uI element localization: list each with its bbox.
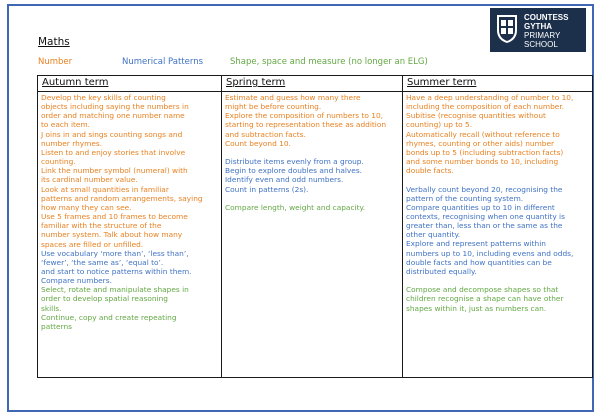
school-logo (490, 8, 586, 52)
curriculum-line: Use 5 frames and 10 frames to become (41, 212, 188, 222)
curriculum-line: bonds up to 5 (including subtraction facts) (406, 147, 564, 157)
curriculum-line: Verbally count beyond 20, recognising the (406, 184, 563, 194)
curriculum-line: rhymes, counting or other aids) number (406, 138, 555, 148)
school-name-line: PRIMARY (524, 31, 561, 40)
curriculum-line: J oins in and sings counting songs and (41, 129, 183, 139)
curriculum-line: Develop the key skills of counting (41, 93, 166, 102)
curriculum-line: spaces are filled or unfilled. (41, 239, 144, 249)
curriculum-line: distributed equally. (406, 266, 477, 276)
curriculum-line: Estimate and guess how many there (225, 93, 361, 102)
curriculum-line: number rhymes. (41, 138, 103, 148)
curriculum-line: to each item. (41, 120, 90, 130)
curriculum-line: Compare length, weight and capacity. (225, 202, 366, 212)
curriculum-line: Link the number symbol (numeral) with (41, 166, 188, 176)
school-name-line: SCHOOL (524, 40, 558, 49)
school-name (524, 13, 568, 49)
curriculum-line: Compare quantities up to 10 in different (406, 202, 555, 212)
curriculum-line: objects including saying the numbers in (41, 102, 189, 112)
autumn-cell (38, 92, 222, 378)
school-crest-icon (496, 14, 518, 44)
curriculum-line: Identify even and odd numbers. (225, 175, 344, 185)
curriculum-line: shapes within it, just as numbers can. (406, 303, 547, 313)
curriculum-line: and start to notice patterns within them. (41, 266, 192, 276)
spacer (225, 194, 399, 203)
header-label: Spring term (226, 77, 286, 88)
curriculum-line: Compare numbers. (41, 276, 112, 286)
curriculum-line: Subitise (recognise quantities without (406, 111, 546, 121)
spacer (406, 276, 589, 285)
curriculum-line: other quantity. (406, 230, 461, 240)
curriculum-line: numbers up to 10, including evens and odds, (406, 248, 574, 258)
spacer (225, 148, 399, 157)
curriculum-line: Begin to explore doubles and halves. (225, 166, 363, 176)
curriculum-line: including the composition of each number. (406, 102, 565, 112)
spacer (406, 175, 589, 184)
curriculum-line: Count in patterns (2s). (225, 184, 309, 194)
curriculum-line: double facts. (406, 166, 454, 176)
curriculum-line: familiar with the structure of the (41, 221, 162, 231)
legend-numerical-patterns: Numerical Patterns (122, 57, 204, 67)
curriculum-line: Use vocabulary ‘more than’, ‘less than’, (41, 248, 189, 258)
curriculum-line: Count beyond 10. (225, 138, 291, 148)
header-summer (403, 76, 593, 92)
curriculum-line: Continue, copy and create repeating (41, 312, 177, 322)
curriculum-line: Have a deep understanding of number to 10, (406, 93, 574, 102)
school-name-line: GYTHA (524, 22, 552, 31)
spring-cell (222, 92, 403, 378)
header-label: Summer term (407, 77, 477, 88)
curriculum-table (37, 75, 593, 378)
curriculum-line: Listen to and enjoy stories that involve (41, 147, 186, 157)
curriculum-line: double facts and how quantities can be (406, 257, 552, 267)
school-name-line: COUNTESS (524, 13, 569, 22)
curriculum-line: might be before counting. (225, 102, 322, 112)
curriculum-line: pattern of the counting system. (406, 193, 524, 203)
curriculum-line: Distribute items evenly from a group. (225, 157, 364, 167)
table-body-row (38, 92, 593, 378)
summer-cell (403, 92, 593, 378)
header-autumn (38, 76, 222, 92)
table-header-row (38, 76, 593, 92)
header-spring (222, 76, 403, 92)
curriculum-line: number system. Talk about how many (41, 230, 183, 240)
curriculum-line: how many they can see. (41, 202, 132, 212)
legend-number: Number (38, 57, 73, 67)
curriculum-line: order and matching one number name (41, 111, 185, 121)
curriculum-line: Explore the composition of numbers to 10, (225, 111, 384, 121)
curriculum-line: children recognise a shape can have other (406, 294, 564, 304)
page-title: Maths (38, 36, 70, 48)
curriculum-line: Look at small quantities in familiar (41, 184, 169, 194)
curriculum-line: patterns and random arrangements, saying (41, 193, 203, 203)
curriculum-line: Select, rotate and manipulate shapes in (41, 285, 189, 295)
curriculum-line: Compose and decompose shapes so that (406, 285, 559, 295)
curriculum-line: Explore and represent patterns within (406, 239, 546, 249)
curriculum-line: patterns (41, 321, 73, 331)
curriculum-line: skills. (41, 303, 62, 313)
curriculum-line: starting to representation these as addition (225, 120, 387, 130)
curriculum-line: order to develop spatial reasoning (41, 294, 168, 304)
legend-shape-space-measure: Shape, space and measure (no longer an ELG) (230, 57, 428, 67)
curriculum-line: counting. (41, 157, 76, 167)
header-label: Autumn term (42, 77, 109, 88)
curriculum-line: contexts, recognising when one quantity is (406, 212, 565, 222)
curriculum-line: ‘fewer’, ‘the same as’, ‘equal to’. (41, 257, 164, 267)
curriculum-line: Automatically recall (without reference to (406, 129, 560, 139)
curriculum-line: counting) up to 5. (406, 120, 473, 130)
curriculum-line: its cardinal number value. (41, 175, 138, 185)
curriculum-line: greater than, less than or the same as the (406, 221, 563, 231)
curriculum-line: and some number bonds to 10, including (406, 157, 559, 167)
curriculum-line: and subtraction facts. (225, 129, 306, 139)
